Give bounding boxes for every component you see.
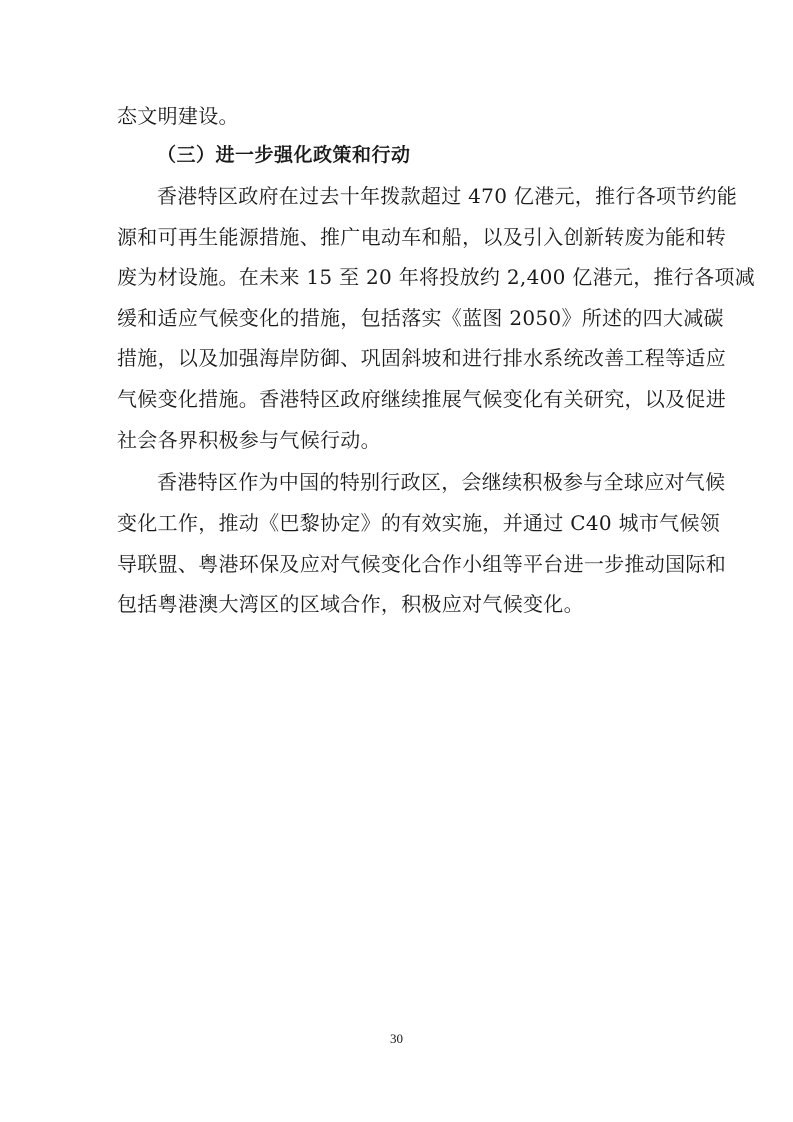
- paragraph-line: 气候变化措施。香港特区政府继续推展气候变化有关研究，以及促进: [117, 387, 726, 411]
- section-heading: （三）进一步强化政策和行动: [157, 144, 411, 166]
- paragraph-line: 源和可再生能源措施、推广电动车和船，以及引入创新转废为能和转: [117, 225, 726, 249]
- paragraph-line: 导联盟、粤港环保及应对气候变化合作小组等平台进一步推动国际和: [117, 552, 726, 576]
- paragraph-line: 措施，以及加强海岸防御、巩固斜坡和进行排水系统改善工程等适应: [117, 346, 726, 370]
- paragraph-line: 香港特区政府在过去十年拨款超过 470 亿港元，推行各项节约能: [157, 184, 738, 208]
- paragraph-line: 香港特区作为中国的特别行政区，会继续积极参与全球应对气候: [157, 470, 726, 494]
- paragraph-line: 包括粤港澳大湾区的区域合作，积极应对气候变化。: [117, 592, 584, 616]
- paragraph-line: 废为材设施。在未来 15 至 20 年将投放约 2,400 亿港元，推行各项减: [117, 265, 755, 289]
- paragraph-line: 态文明建设。: [117, 104, 239, 128]
- paragraph-line: 缓和适应气候变化的措施，包括落实《蓝图 2050》所述的四大减碳: [117, 306, 724, 330]
- page-number: 30: [390, 1031, 403, 1046]
- paragraph-line: 变化工作，推动《巴黎协定》的有效实施，并通过 C40 城市气候领: [117, 511, 721, 535]
- paragraph-line: 社会各界积极参与气候行动。: [117, 428, 381, 452]
